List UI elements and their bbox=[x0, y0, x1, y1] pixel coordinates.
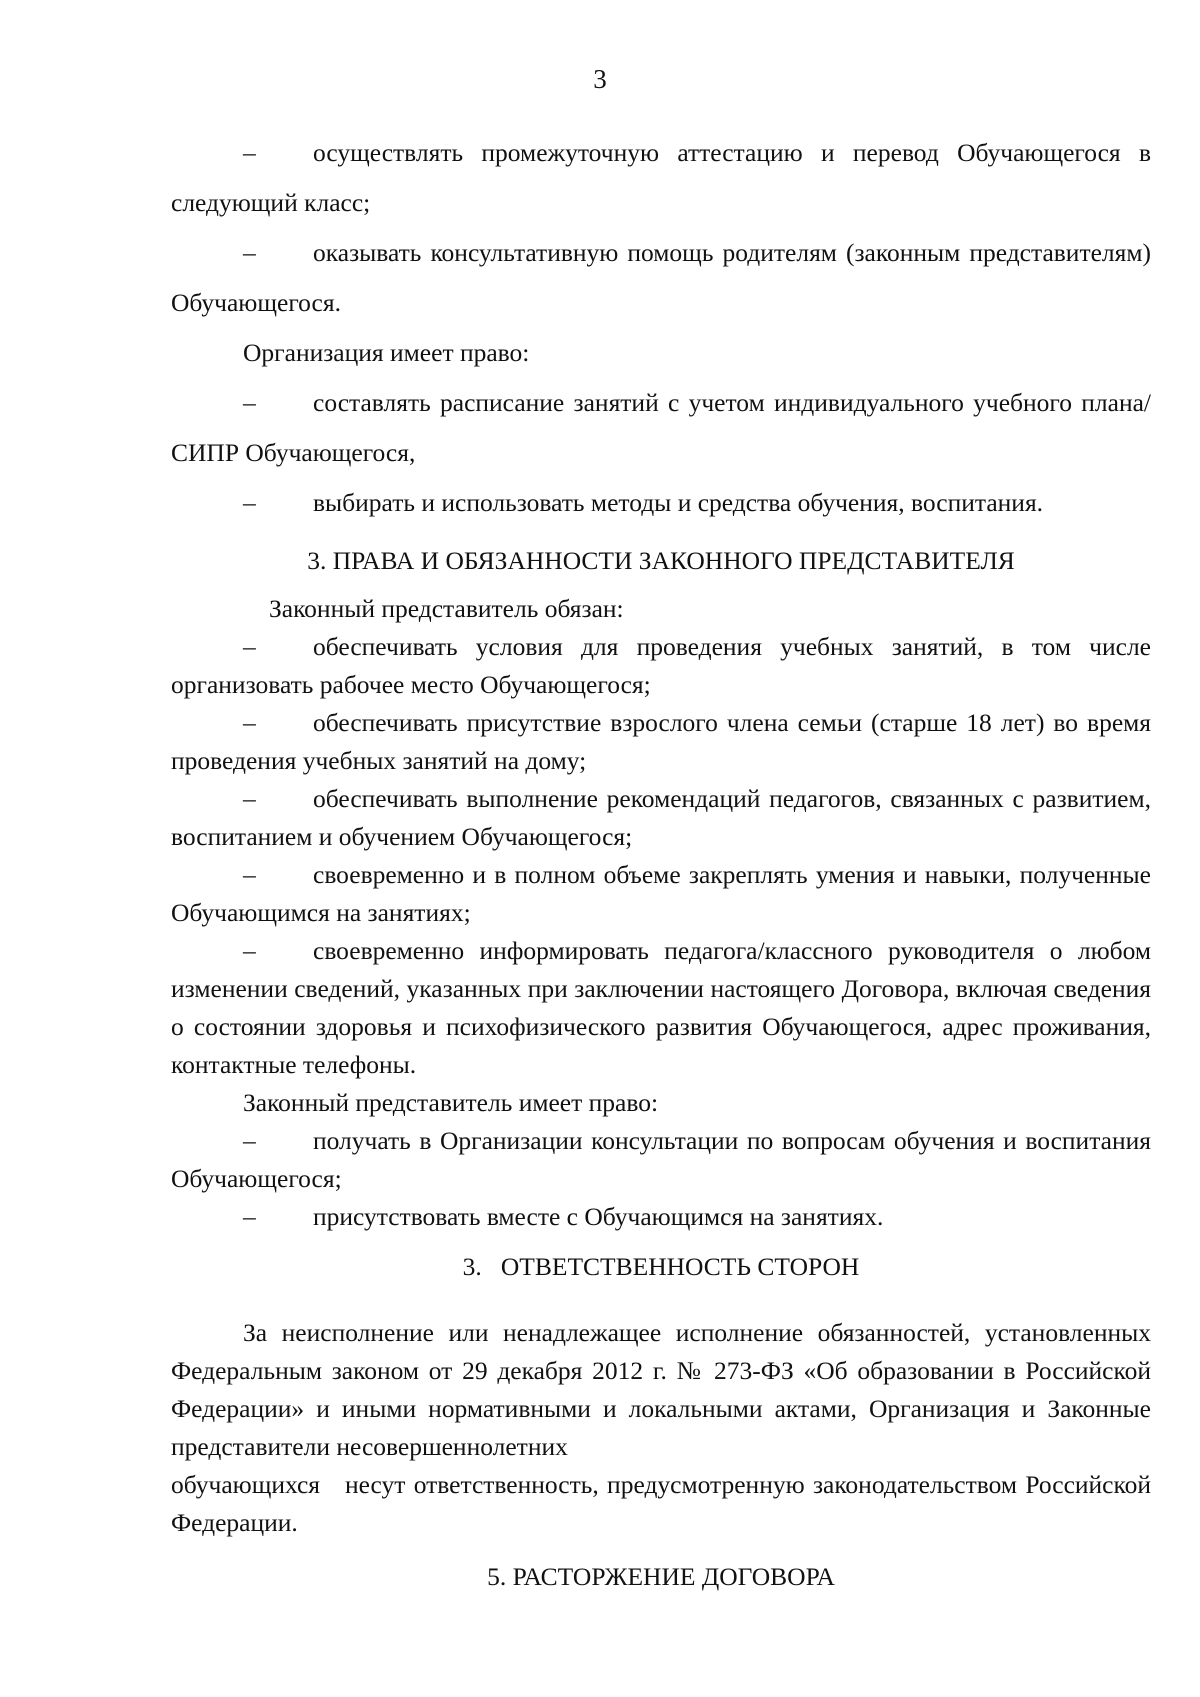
list-item bbox=[171, 1198, 1151, 1236]
list-item-text: присутствовать вместе с Обучающимся на занятиях. bbox=[313, 1202, 884, 1231]
dash-marker: – bbox=[243, 860, 256, 889]
list-item bbox=[171, 856, 1151, 932]
list-item bbox=[171, 628, 1151, 704]
list-item-text: своевременно и в полном объеме закреплять умения и навыки, полученные Обучающимся на занятиях; bbox=[171, 860, 1151, 927]
dash-marker: – bbox=[243, 936, 256, 965]
section-heading: 3. ОТВЕТСТВЕННОСТЬ СТОРОН bbox=[462, 1252, 860, 1281]
dash-marker: – bbox=[243, 1202, 256, 1231]
section-heading: 3. ПРАВА И ОБЯЗАННОСТИ ЗАКОННОГО ПРЕДСТАВИТЕЛЯ bbox=[307, 546, 1015, 575]
list-item bbox=[171, 128, 1151, 228]
list-item bbox=[171, 704, 1151, 780]
list-item-text: обеспечивать выполнение рекомендаций педагогов, связанных с развитием, воспитанием и обучением Обучающегося; bbox=[171, 784, 1151, 851]
dash-marker: – bbox=[243, 632, 256, 661]
list-item bbox=[171, 228, 1151, 328]
rights-intro: Законный представитель имеет право: bbox=[243, 1088, 659, 1117]
org-rights-intro: Организация имеет право: bbox=[243, 338, 530, 367]
dash-marker: – bbox=[243, 1126, 256, 1155]
dash-marker: – bbox=[243, 238, 256, 267]
document-body bbox=[171, 128, 1158, 1602]
list-item-text: своевременно информировать педагога/классного руководителя о любом изменении сведений, указанных при заключении настоящего Договора, включая сведения о состоянии здоровья и психофизического развития Обучающегося, адрес проживания, контактные телефоны. bbox=[171, 936, 1151, 1079]
dash-marker: – bbox=[243, 138, 256, 167]
responsibility-paragraph-continued: обучающихся несут ответственность, предусмотренную законодательством Российской Федерации. bbox=[171, 1470, 1158, 1537]
dash-marker: – bbox=[243, 388, 256, 417]
list-item bbox=[171, 478, 1151, 528]
duties-intro: Законный представитель обязан: bbox=[269, 594, 624, 623]
section-heading: 5. РАСТОРЖЕНИЕ ДОГОВОРА bbox=[487, 1562, 835, 1591]
dash-marker: – bbox=[243, 708, 256, 737]
list-item-text: обеспечивать присутствие взрослого члена семьи (старше 18 лет) во время проведения учебных занятий на дому; bbox=[171, 708, 1151, 775]
list-item bbox=[171, 780, 1151, 856]
list-item-text: оказывать консультативную помощь родителям (законным представителям) Обучающегося. bbox=[171, 238, 1151, 317]
list-item bbox=[171, 378, 1151, 478]
list-item-text: получать в Организации консультации по вопросам обучения и воспитания Обучающегося; bbox=[171, 1126, 1151, 1193]
list-item-text: осуществлять промежуточную аттестацию и перевод Обучающегося в следующий класс; bbox=[171, 138, 1151, 217]
list-item-text: выбирать и использовать методы и средства обучения, воспитания. bbox=[313, 488, 1044, 517]
dash-marker: – bbox=[243, 784, 256, 813]
list-item bbox=[171, 932, 1151, 1084]
dash-marker: – bbox=[243, 488, 256, 517]
page-number: 3 bbox=[593, 64, 607, 94]
list-item-text: обеспечивать условия для проведения учебных занятий, в том числе организовать рабочее место Обучающегося; bbox=[171, 632, 1151, 699]
list-item bbox=[171, 1122, 1151, 1198]
list-item-text: составлять расписание занятий с учетом индивидуального учебного плана/СИПР Обучающегося, bbox=[171, 388, 1151, 467]
responsibility-paragraph: За неисполнение или ненадлежащее исполнение обязанностей, установленных Федеральным законом от 29 декабря 2012 г. № 273-ФЗ «Об образовании в Российской Федерации» и иными нормативными и локальными актами, Организация и Законные представители несовершеннолетних bbox=[171, 1318, 1151, 1461]
